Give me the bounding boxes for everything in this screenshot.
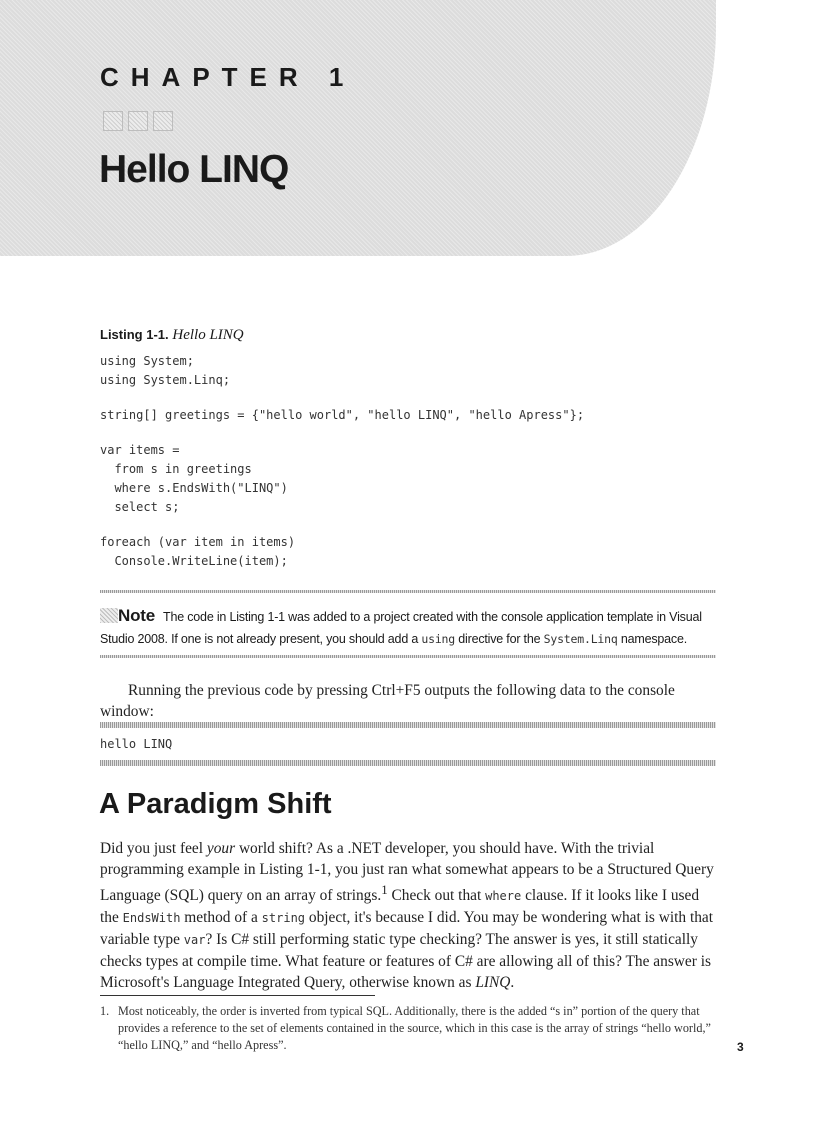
page-number: 3 <box>737 1040 744 1054</box>
decorative-square-icon <box>153 111 173 131</box>
section-paragraph: Did you just feel your world shift? As a .NET developer, you should have. With the trivial programming example in Listing 1-1, you just ran what somewhat appears to be a Structured Query Language (SQL) query on an array of strings.$^1$ Check out that where clause. If it looks like I used the EndsWith method of a string object, it's because I did. You may be wondering what is with that variable type var? Is C# still performing static type checking? The answer is yes, it still statically checks types at compile time. What feature or features of C# are allowing all of this? The answer is Microsoft's Language Integrated Query, otherwise known as LINQ. <box>100 840 714 992</box>
inline-code: where <box>485 889 522 904</box>
inline-code: string <box>261 911 306 926</box>
note-text: namespace. <box>620 632 687 646</box>
output-top-rule <box>100 722 716 728</box>
footnote-rule <box>100 995 375 996</box>
chapter-decoration <box>103 111 173 131</box>
listing-name: Hello LINQ <box>172 327 244 343</box>
note-top-rule <box>100 590 716 593</box>
note-text: directive for the <box>458 632 541 646</box>
listing-number: Listing 1-1. <box>100 327 169 342</box>
note-bottom-rule <box>100 655 716 658</box>
note-label: Note <box>118 606 155 625</box>
chapter-label: CHAPTER 1 <box>100 62 356 92</box>
console-output: hello LINQ <box>100 737 173 751</box>
footnote <box>100 1003 716 1054</box>
note-icon <box>100 608 118 623</box>
listing-caption <box>100 327 244 344</box>
output-bottom-rule <box>100 760 716 766</box>
footnote-ref: 1 <box>381 883 388 897</box>
note-code-namespace: System.Linq <box>543 632 618 646</box>
note-box <box>100 605 716 650</box>
footnote-text: Most noticeably, the order is inverted from typical SQL. Additionally, there is the added “s in” portion of the query that provides a reference to the set of elements contained in the source, which in this case is the array of strings “hello world,” “hello LINQ,” and “hello Apress”. <box>118 1004 711 1052</box>
chapter-title: Hello LINQ <box>99 148 289 191</box>
code-block-usings: using System; using System.Linq; <box>100 354 231 387</box>
code-block-array: string[] greetings = {"hello world", "hello LINQ", "hello Apress"}; <box>100 408 585 422</box>
decorative-square-icon <box>128 111 148 131</box>
footnote-number: 1. <box>100 1004 110 1018</box>
section-heading: A Paradigm Shift <box>99 788 332 820</box>
decorative-square-icon <box>103 111 123 131</box>
code-block-foreach: foreach (var item in items) Console.WriteLine(item); <box>100 535 296 568</box>
inline-code: EndsWith <box>122 911 181 926</box>
intro-paragraph: Running the previous code by pressing Ctrl+F5 outputs the following data to the console window: <box>100 682 675 720</box>
code-block-query: var items = from s in greetings where s.EndsWith("LINQ") select s; <box>100 443 288 514</box>
inline-code: var <box>183 933 206 948</box>
note-code-using: using <box>421 632 455 646</box>
note-text: The code in Listing 1-1 was added to a project created with the console application template in Visual Studio 2008. If one is not already present, you should add a <box>100 610 702 646</box>
